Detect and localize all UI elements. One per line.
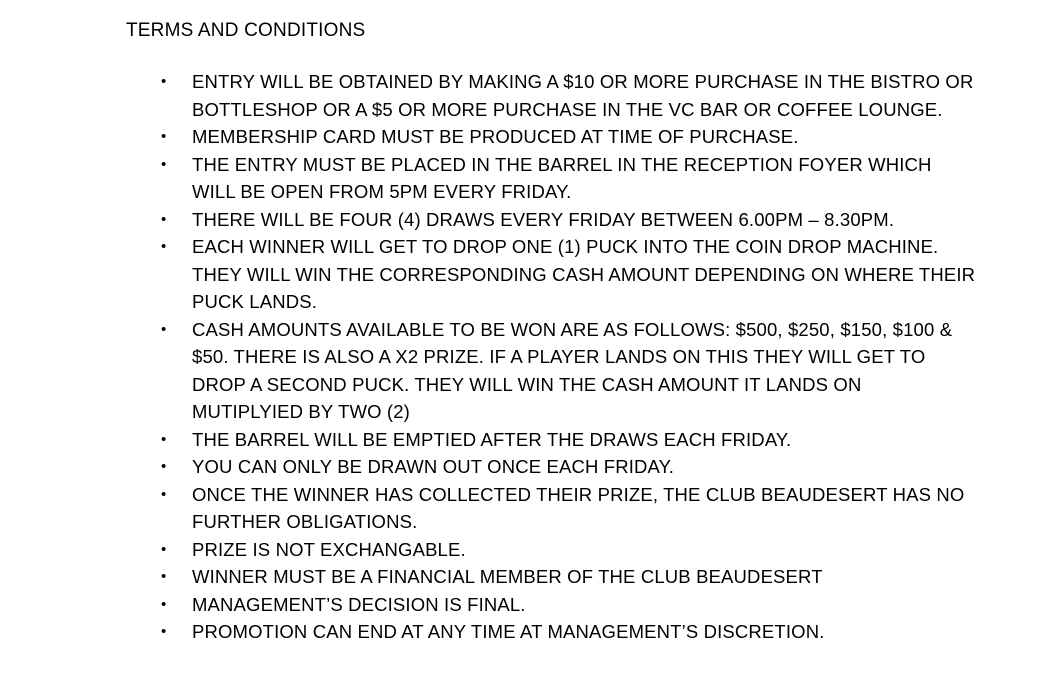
list-item-text: MEMBERSHIP CARD MUST BE PRODUCED AT TIME OF PURCHASE. — [192, 126, 799, 147]
list-item-text: PROMOTION CAN END AT ANY TIME AT MANAGEMENT’S DISCRETION. — [192, 621, 825, 642]
list-item — [126, 316, 976, 426]
bullet-icon: • — [161, 540, 167, 558]
list-item — [126, 123, 976, 151]
bullet-icon: • — [161, 73, 167, 90]
list-item-text: THE BARREL WILL BE EMPTIED AFTER THE DRAWS EACH FRIDAY. — [192, 428, 792, 450]
list-item-text: MANAGEMENT’S DECISION IS FINAL. — [192, 593, 526, 615]
list-item — [126, 481, 976, 536]
bullet-icon: • — [161, 568, 167, 585]
list-item-text: YOU CAN ONLY BE DRAWN OUT ONCE EACH FRIDAY. — [192, 456, 675, 477]
list-item-text: PRIZE IS NOT EXCHANGABLE. — [192, 538, 466, 560]
list-item — [126, 206, 976, 234]
bullet-icon: • — [161, 155, 167, 173]
list-item-text: WINNER MUST BE A FINANCIAL MEMBER OF THE CLUB BEAUDESERT — [192, 566, 823, 587]
bullet-icon: • — [161, 430, 167, 448]
bullet-icon: • — [161, 485, 167, 503]
bullet-icon: • — [161, 458, 167, 475]
list-item-text: CASH AMOUNTS AVAILABLE TO BE WON ARE AS FOLLOWS: $500, $250, $150, $100 & $50. THERE IS ALSO A X2 PRIZE. IF A PLAYER LANDS ON THIS THEY WILL GET TO DROP A SECOND PUCK. THEY WILL WIN THE CASH AMOUNT IT LANDS ON MUTIPLYIED BY TWO (2) — [192, 318, 953, 422]
list-item — [126, 591, 976, 619]
bullet-icon: • — [161, 210, 167, 228]
list-item — [126, 536, 976, 564]
bullet-icon: • — [161, 595, 167, 613]
page-title: TERMS AND CONDITIONS — [126, 20, 366, 41]
bullet-icon: • — [161, 238, 167, 255]
list-item — [126, 618, 976, 646]
list-item — [126, 233, 976, 316]
list-item — [126, 68, 976, 123]
list-item-text: ENTRY WILL BE OBTAINED BY MAKING A $10 OR MORE PURCHASE IN THE BISTRO OR BOTTLESHOP OR A $5 OR MORE PURCHASE IN THE VC BAR OR COFFEE LOUNGE. — [192, 71, 974, 120]
list-item — [126, 563, 976, 591]
list-item-text: ONCE THE WINNER HAS COLLECTED THEIR PRIZE, THE CLUB BEAUDESERT HAS NO FURTHER OBLIGATIONS. — [192, 483, 965, 532]
terms-list — [126, 68, 976, 646]
bullet-icon: • — [161, 320, 167, 338]
bullet-icon: • — [161, 623, 167, 640]
list-item — [126, 453, 976, 481]
list-item-text: THE ENTRY MUST BE PLACED IN THE BARREL IN THE RECEPTION FOYER WHICH WILL BE OPEN FROM 5PM EVERY FRIDAY. — [192, 153, 932, 202]
list-item-text: EACH WINNER WILL GET TO DROP ONE (1) PUCK INTO THE COIN DROP MACHINE. THEY WILL WIN THE CORRESPONDING CASH AMOUNT DEPENDING ON WHERE THEIR PUCK LANDS. — [192, 236, 976, 312]
list-item — [126, 426, 976, 454]
bullet-icon: • — [161, 128, 167, 145]
list-item-text: THERE WILL BE FOUR (4) DRAWS EVERY FRIDAY BETWEEN 6.00PM – 8.30PM. — [192, 208, 895, 230]
list-item — [126, 151, 976, 206]
